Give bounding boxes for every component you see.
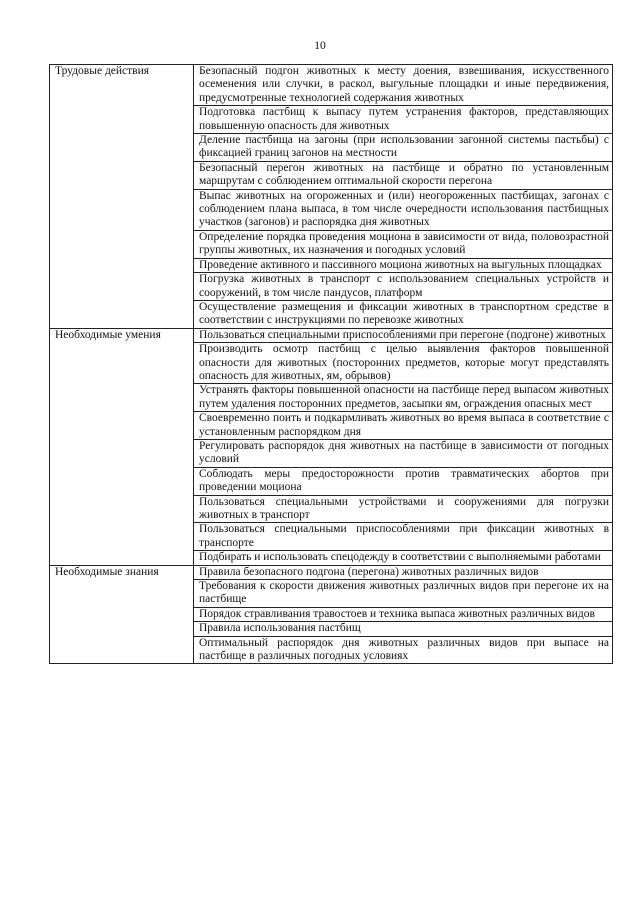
labor-action-item: Деление пастбища на загоны (при использовании загонной системы пастьбы) с фиксацией границ загонов на местности xyxy=(194,134,613,162)
table-row xyxy=(50,565,613,579)
skill-item: Устранять факторы повышенной опасности на пастбище перед выпасом животных путем удаления посторонних предметов, засыпки ям, ограждения опасных мест xyxy=(194,384,613,412)
knowledge-item: Правила использования пастбищ xyxy=(194,622,613,636)
competency-table xyxy=(49,64,613,664)
section-label-required-skills: Необходимые умения xyxy=(50,328,194,565)
table-row xyxy=(50,65,613,106)
skill-item: Пользоваться специальными приспособлениями при фиксации животных в транспорте xyxy=(194,523,613,551)
knowledge-item: Порядок стравливания травостоев и техника выпаса животных различных видов xyxy=(194,607,613,621)
labor-action-item: Проведение активного и пассивного моциона животных на выгульных площадках xyxy=(194,258,613,272)
labor-action-item: Подготовка пастбищ к выпасу путем устранения факторов, представляющих повышенную опасность для животных xyxy=(194,106,613,134)
skill-item: Соблюдать меры предосторожности против травматических абортов при проведении моциона xyxy=(194,467,613,495)
labor-action-item: Безопасный перегон животных на пастбище и обратно по установленным маршрутам с соблюдением оптимальной скорости перегона xyxy=(194,161,613,189)
labor-action-item: Осуществление размещения и фиксации животных в транспортном средстве в соответствии с инструкциями по перевозке животных xyxy=(194,300,613,328)
skill-item: Пользоваться специальными устройствами и сооружениями для погрузки животных в транспорт xyxy=(194,495,613,523)
knowledge-item: Требования к скорости движения животных различных видов при перегоне их на пастбище xyxy=(194,580,613,608)
knowledge-item: Оптимальный распорядок дня животных различных видов при выпасе на пастбище в различных погодных условиях xyxy=(194,636,613,664)
labor-action-item: Определение порядка проведения моциона в зависимости от вида, половозрастной группы животных, их назначения и погодных условий xyxy=(194,230,613,258)
labor-action-item: Погрузка животных в транспорт с использованием специальных устройств и сооружений, в том числе пандусов, платформ xyxy=(194,273,613,301)
page-number: 10 xyxy=(314,40,326,52)
labor-action-item: Выпас животных на огороженных и (или) неогороженных пастбищах, загонах с соблюдением плана выпаса, в том числе очередности использования пастбищных участков (загонов) и распорядка дня животных xyxy=(194,189,613,230)
skill-item: Пользоваться специальными приспособлениями при перегоне (подгоне) животных xyxy=(194,328,613,342)
labor-action-item: Безопасный подгон животных к месту доения, взвешивания, искусственного осеменения или случки, в раскол, выгульные площадки и иные передвижения, предусмотренные технологией содержания животных xyxy=(194,65,613,106)
skill-item: Подбирать и использовать спецодежду в соответствии с выполняемыми работами xyxy=(194,551,613,565)
skill-item: Своевременно поить и подкармливать животных во время выпаса в соответствие с установленным распорядком дня xyxy=(194,412,613,440)
skill-item: Регулировать распорядок дня животных на пастбище в зависимости от погодных условий xyxy=(194,439,613,467)
knowledge-item: Правила безопасного подгона (перегона) животных различных видов xyxy=(194,565,613,579)
section-label-required-knowledge: Необходимые знания xyxy=(50,565,194,664)
table-row xyxy=(50,328,613,342)
skill-item: Производить осмотр пастбищ с целью выявления факторов повышенной опасности для животных (посторонних предметов, которые могут представлять опасность для животных, ям, обрывов) xyxy=(194,343,613,384)
section-label-labor-actions: Трудовые действия xyxy=(50,65,194,329)
